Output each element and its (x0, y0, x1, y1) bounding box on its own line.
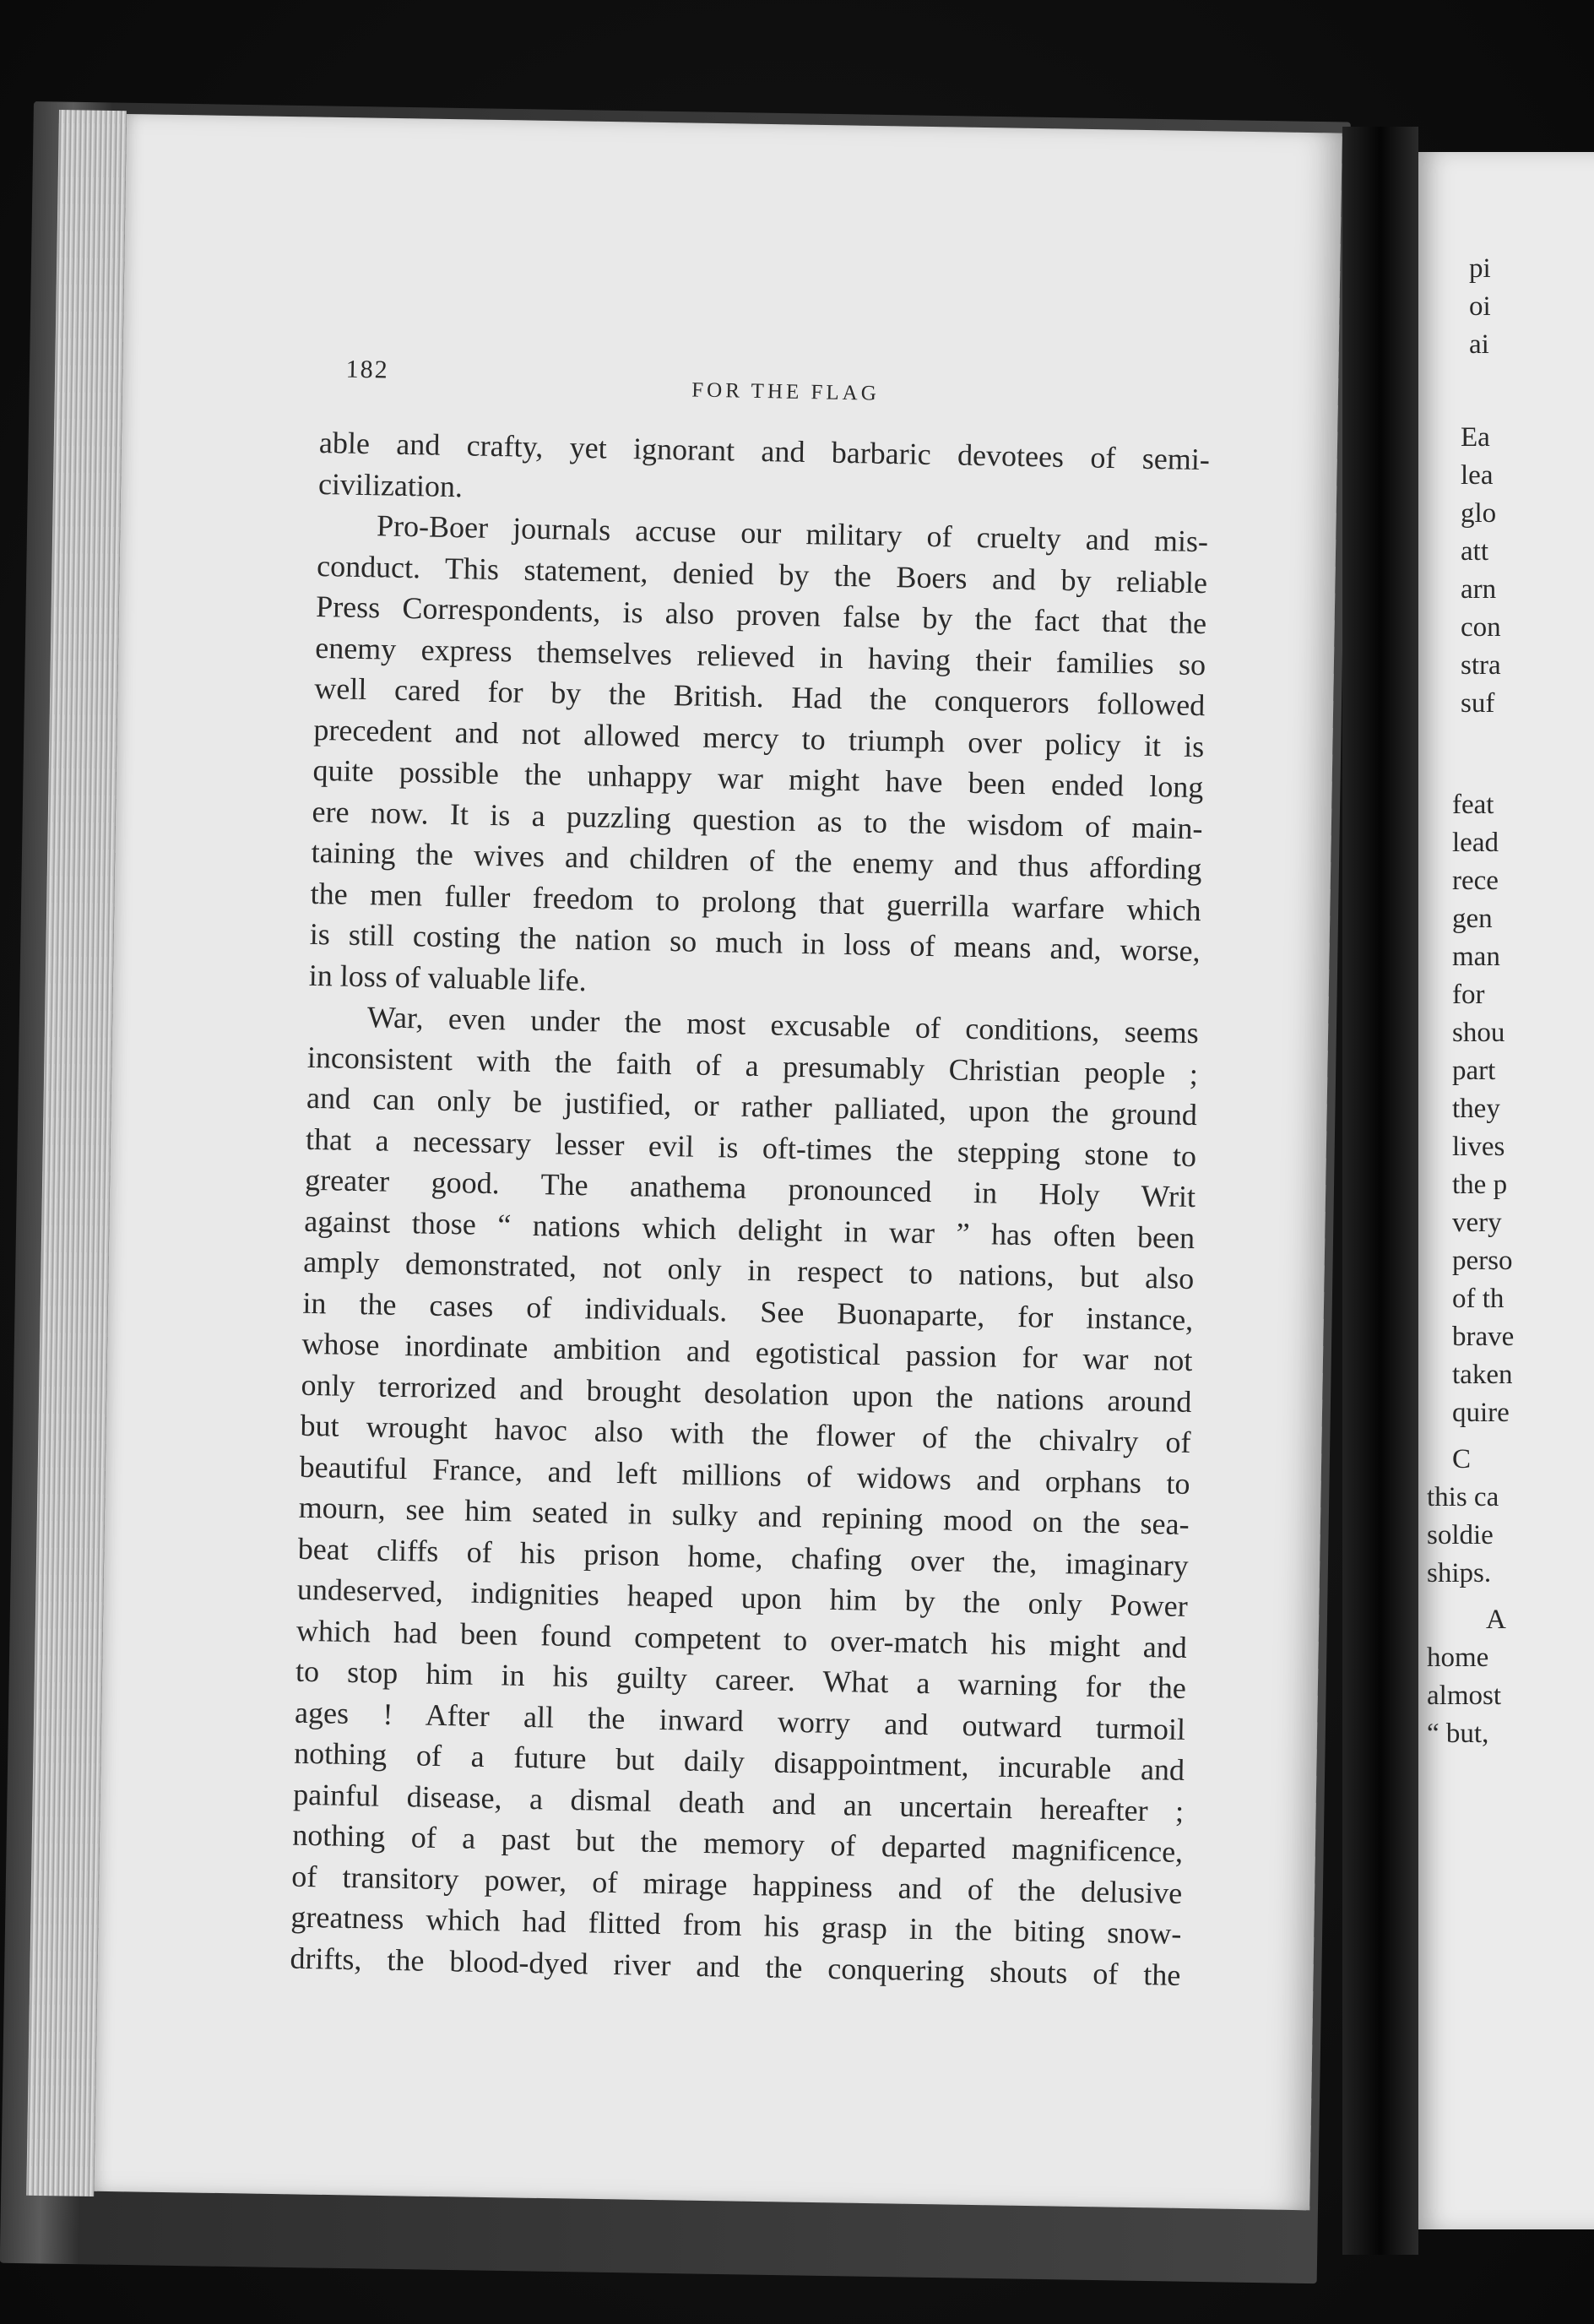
text-line: the men fuller freedom to prolong that guerrilla warfare which (310, 876, 1201, 927)
right-page-fragment: arn (1461, 574, 1497, 605)
right-page-fragment: rece (1452, 866, 1499, 896)
text-line: in loss of valuable life. (308, 958, 588, 997)
right-page-fragment: shou (1452, 1018, 1505, 1048)
right-page-fragment: almost (1427, 1681, 1501, 1711)
right-page-fragment: lead (1452, 828, 1499, 858)
right-page-fragment: oi (1469, 291, 1491, 322)
text-line: War, even under the most excusable of conditions, seems (366, 1000, 1200, 1051)
text-line: painful disease, a dismal death and an uncertain hereafter ; (292, 1777, 1185, 1828)
right-page-fragment: this ca (1427, 1482, 1499, 1512)
text-line: which had been found competent to over-match his might and (295, 1613, 1188, 1664)
right-page-fragment: lives (1452, 1132, 1505, 1162)
right-page-fragment: suf (1461, 688, 1495, 719)
right-page-fragment: they (1452, 1094, 1500, 1124)
text-line: mourn, see him seated in sulky and repining mood on the sea- (298, 1490, 1190, 1541)
right-page-fragment: ships. (1427, 1558, 1492, 1588)
text-line: undeserved, indignities heaped upon him by the only Power (296, 1572, 1189, 1623)
right-page-fragment: taken (1452, 1360, 1513, 1390)
text-line: beat cliffs of his prison home, chafing over the, imaginary (297, 1531, 1190, 1583)
text-line: in the cases of individuals. See Buonaparte, for instance, (302, 1285, 1194, 1337)
right-page-fragment: feat (1452, 790, 1494, 820)
running-head: FOR THE FLAG (691, 378, 881, 405)
right-page-fragment: con (1461, 612, 1501, 643)
text-line: nothing of a past but the memory of departed magnificence, (291, 1817, 1184, 1869)
right-page-fragment: att (1461, 536, 1488, 567)
text-line: taining the wives and children of the enemy and thus affording (311, 834, 1202, 887)
right-page-fragment: brave (1452, 1322, 1515, 1352)
text-line: precedent and not allowed mercy to triumph over policy it is (313, 712, 1205, 763)
text-line: is still costing the nation so much in loss of means and, worse, (309, 916, 1201, 969)
right-page-fragment: home (1427, 1643, 1489, 1673)
text-line: inconsistent with the faith of a presumably Christian people ; (306, 1040, 1199, 1091)
right-page-fragment: the p (1452, 1170, 1508, 1200)
right-page-fragment: for (1452, 980, 1485, 1010)
text-line: greater good. The anathema pronounced in Holy Writ (304, 1162, 1196, 1214)
right-page (1418, 152, 1594, 2229)
right-page-fragment: glo (1461, 498, 1497, 529)
text-line: Pro-Boer journals accuse our military of cruelty and mis- (376, 508, 1209, 559)
body-text (290, 422, 1210, 1995)
text-line: only terrorized and brought desolation upon the nations around (301, 1367, 1192, 1419)
text-line: that a necessary lesser evil is oft-times the stepping stone to (305, 1121, 1197, 1173)
text-line: able and crafty, yet ignorant and barbaric devotees of semi- (318, 425, 1211, 477)
text-line: conduct. This statement, denied by the Boers and by reliable (316, 548, 1208, 600)
text-line: against those “ nations which delight in war ” has often been (303, 1203, 1196, 1255)
text-line: of transitory power, of mirage happiness and of the delusive (291, 1859, 1183, 1910)
right-page-fragment: Ea (1461, 422, 1490, 453)
right-page-fragment: gen (1452, 904, 1493, 934)
right-page-fragment: soldie (1427, 1520, 1494, 1550)
text-line: quite possible the unhappy war might have been ended long (312, 752, 1204, 805)
book-gutter (1342, 127, 1418, 2255)
right-page-fragment: quire (1452, 1398, 1510, 1428)
right-page-fragment: of th (1452, 1284, 1505, 1314)
right-page-fragment: stra (1461, 650, 1501, 681)
text-line: drifts, the blood-dyed river and the conquering shouts of the (290, 1941, 1181, 1992)
right-page-fragment: pi (1469, 253, 1491, 284)
right-page-fragment: very (1452, 1208, 1502, 1238)
text-line: but wrought havoc also with the flower of the chivalry of (300, 1408, 1191, 1460)
right-page-fragment: C (1452, 1444, 1472, 1474)
page-text-block (290, 355, 1212, 1995)
right-page-fragment: “ but, (1427, 1719, 1489, 1749)
text-line: whose inordinate ambition and egotistical passion for war not (301, 1326, 1193, 1378)
right-page-fragment: perso (1452, 1246, 1513, 1276)
text-line: beautiful France, and left millions of widows and orphans to (299, 1449, 1190, 1501)
text-line: greatness which had flitted from his grasp in the biting snow- (290, 1899, 1182, 1951)
text-line: Press Correspondents, is also proven false by the fact that the (315, 589, 1207, 641)
text-line: and can only be justified, or rather palliated, upon the ground (306, 1080, 1198, 1132)
right-page-fragment: man (1452, 942, 1500, 972)
text-line: nothing of a future but daily disappointment, incurable and (293, 1735, 1185, 1787)
text-line: ages ! After all the inward worry and outward turmoil (294, 1695, 1186, 1746)
right-page-fragment: part (1452, 1056, 1496, 1086)
right-page-fragment: lea (1461, 460, 1494, 491)
page-number: 182 (345, 355, 389, 384)
text-line: well cared for by the British. Had the conquerors followed (314, 671, 1206, 723)
text-line: civilization. (317, 466, 464, 503)
right-page-fragment: A (1486, 1605, 1506, 1635)
text-line: enemy express themselves relieved in having their families so (314, 630, 1206, 681)
right-page-fragment: ai (1469, 329, 1489, 360)
text-line: to stop him in his guilty career. What a warning for the (295, 1653, 1187, 1705)
text-line: amply demonstrated, not only in respect to nations, but also (302, 1244, 1195, 1296)
text-line: ere now. It is a puzzling question as to the wisdom of main- (312, 794, 1203, 845)
